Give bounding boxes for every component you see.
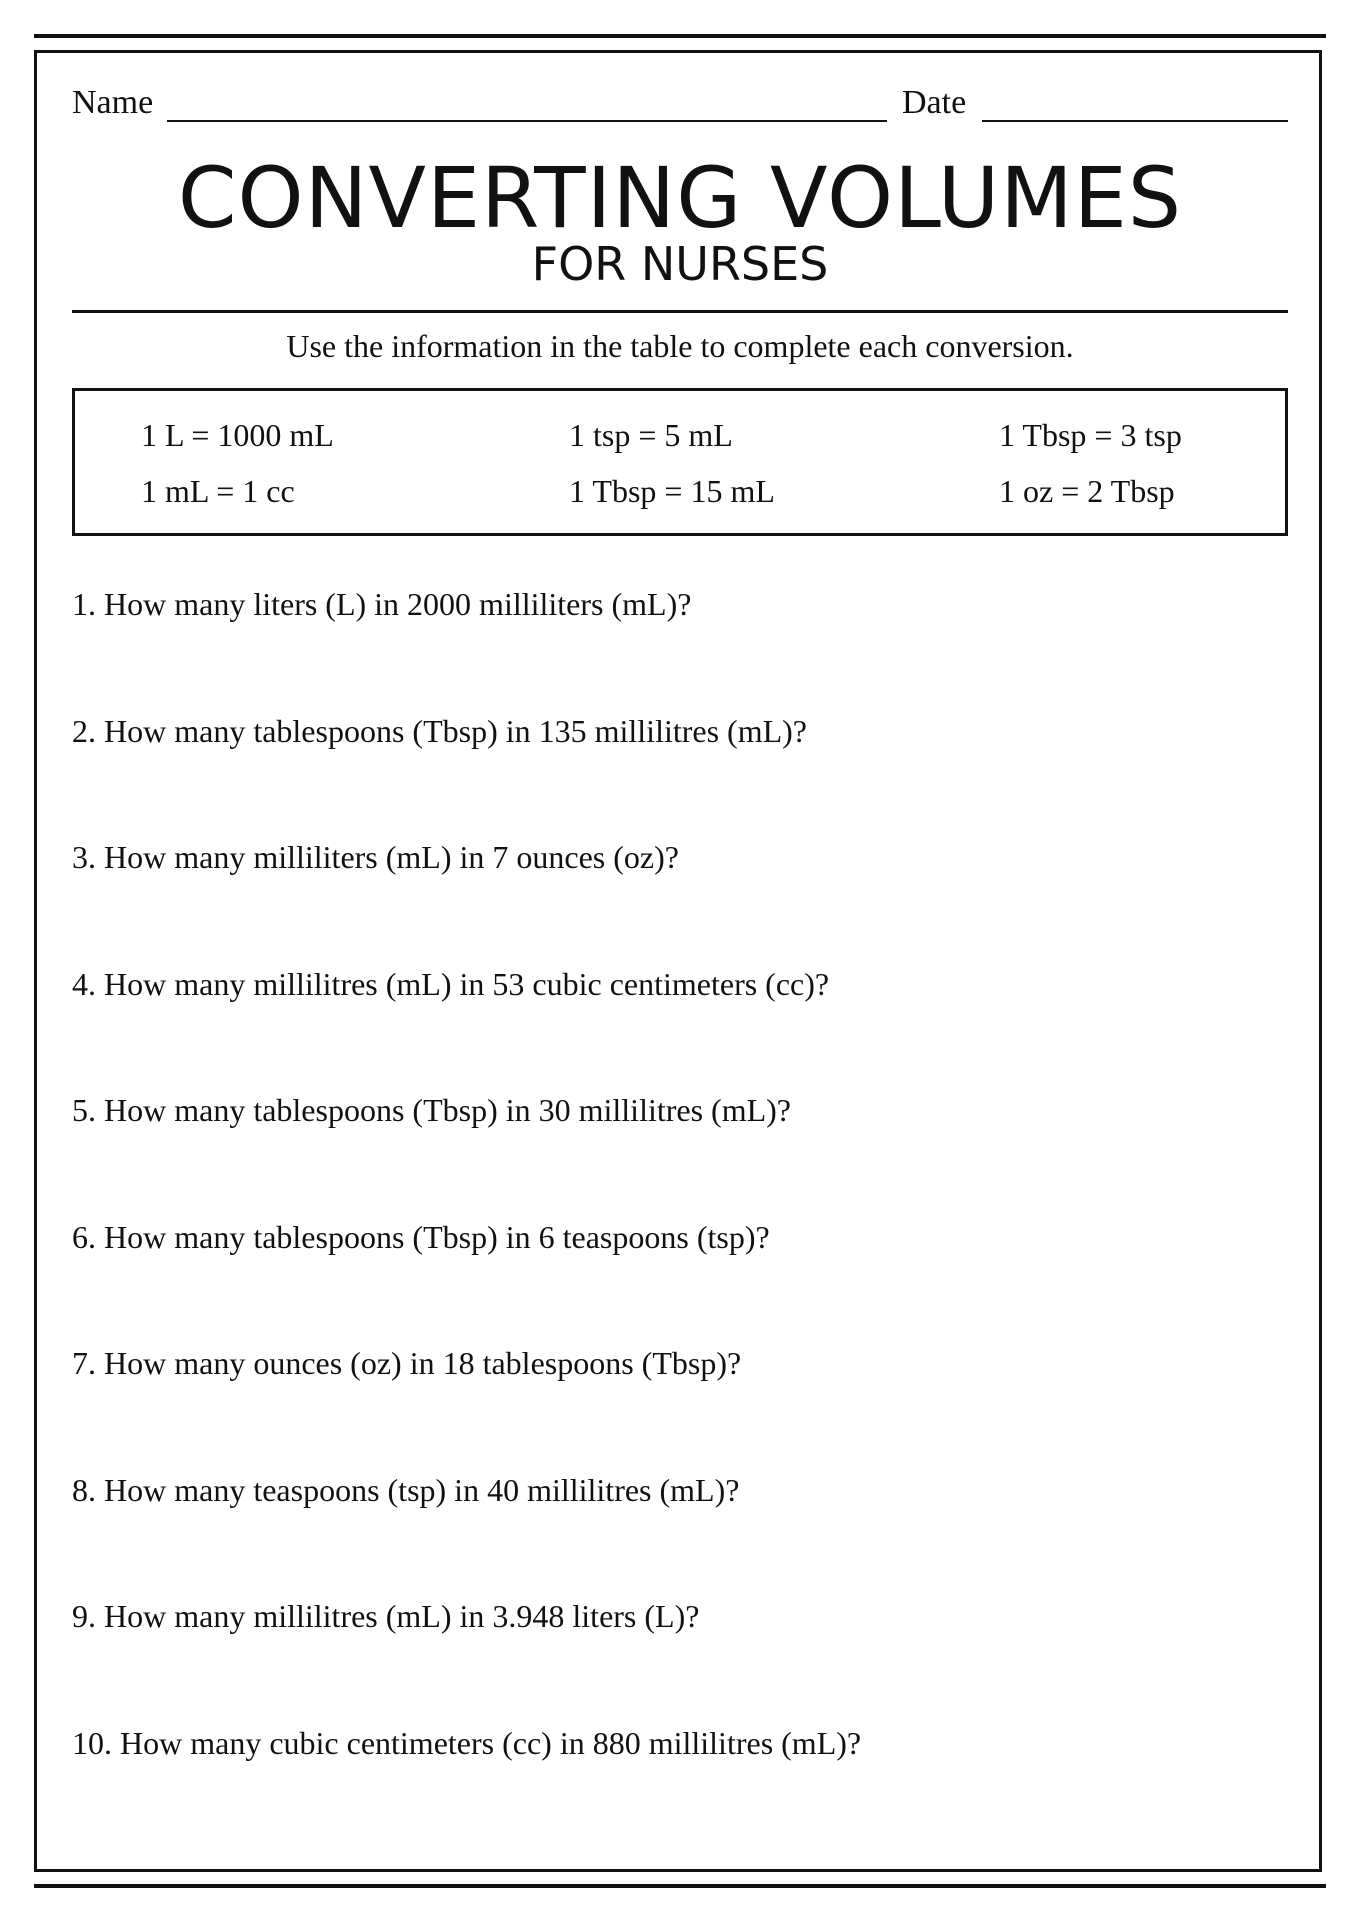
bottom-border-rule xyxy=(34,1884,1326,1888)
name-label: Name xyxy=(72,84,154,121)
question-item: 9. How many millilitres (mL) in 3.948 liters (L)? xyxy=(72,1598,700,1634)
name-field-line[interactable] xyxy=(167,120,887,122)
conversion-item: 1 mL = 1 cc xyxy=(141,473,295,509)
date-label: Date xyxy=(902,84,967,121)
instructions-text: Use the information in the table to complete each conversion. xyxy=(286,328,1074,364)
page-subtitle: FOR NURSES xyxy=(531,237,829,291)
conversion-item: 1 tsp = 5 mL xyxy=(569,417,733,453)
conversion-item: 1 Tbsp = 3 tsp xyxy=(999,417,1182,453)
question-item: 8. How many teaspoons (tsp) in 40 millilitres (mL)? xyxy=(72,1472,740,1508)
page-title: CONVERTING VOLUMES xyxy=(177,149,1183,247)
question-item: 10. How many cubic centimeters (cc) in 880 millilitres (mL)? xyxy=(72,1725,862,1761)
conversion-item: 1 L = 1000 mL xyxy=(141,417,334,453)
question-item: 7. How many ounces (oz) in 18 tablespoons (Tbsp)? xyxy=(72,1345,742,1381)
title-divider xyxy=(72,310,1288,313)
question-item: 1. How many liters (L) in 2000 milliliters (mL)? xyxy=(72,586,692,622)
question-item: 6. How many tablespoons (Tbsp) in 6 teaspoons (tsp)? xyxy=(72,1219,770,1255)
question-item: 5. How many tablespoons (Tbsp) in 30 millilitres (mL)? xyxy=(72,1092,791,1128)
conversion-item: 1 oz = 2 Tbsp xyxy=(999,473,1175,509)
conversion-table xyxy=(72,388,1288,536)
question-item: 2. How many tablespoons (Tbsp) in 135 millilitres (mL)? xyxy=(72,713,807,749)
conversion-item: 1 Tbsp = 15 mL xyxy=(569,473,775,509)
question-item: 3. How many milliliters (mL) in 7 ounces (oz)? xyxy=(72,839,679,875)
question-item: 4. How many millilitres (mL) in 53 cubic centimeters (cc)? xyxy=(72,966,830,1002)
top-border-rule xyxy=(34,34,1326,38)
date-field-line[interactable] xyxy=(982,120,1288,122)
name-date-row xyxy=(72,84,1288,124)
